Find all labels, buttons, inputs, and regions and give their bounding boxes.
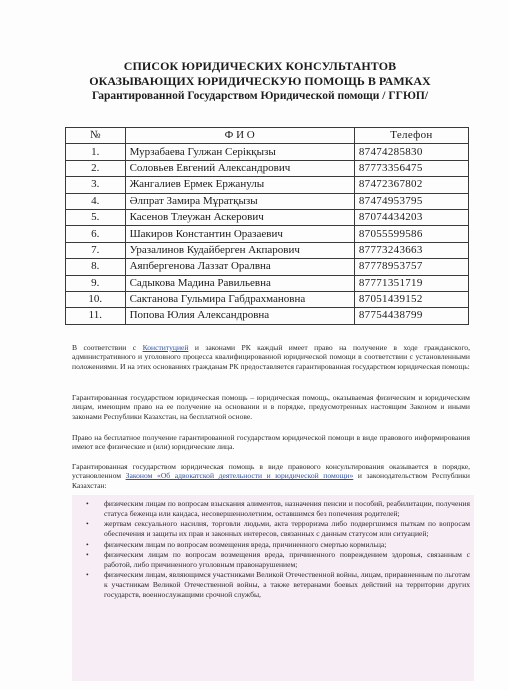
bullet-icon: •: [86, 570, 89, 580]
list-item: [82, 499, 470, 519]
row-number: 11.: [66, 308, 126, 324]
row-name: Уразалинов Кудайберген Акпарович: [125, 242, 354, 258]
list-item: [82, 519, 470, 539]
row-name: Аяпбергенова Лаззат Оралвна: [125, 259, 354, 275]
paragraph-consulting: [72, 462, 470, 490]
row-name: Касенов Тлеужан Аскерович: [125, 209, 354, 225]
row-phone: 87778953757: [354, 259, 468, 275]
table-row: [66, 308, 469, 324]
column-header-phone: Телефон: [354, 128, 468, 144]
document-title-line-2: ОКАЗЫВАЮЩИХ ЮРИДИЧЕСКУЮ ПОМОЩЬ В РАМКАХ: [89, 74, 431, 88]
row-name: Әлпрат Замира Мұратқызы: [125, 193, 354, 209]
row-number: 5.: [66, 209, 126, 225]
row-phone: 87754438799: [354, 308, 468, 324]
table-row: [66, 259, 469, 275]
consultants-table: [65, 127, 469, 325]
paragraph-text: и законами РК каждый имеет право на получение в ходе гражданского, административного и уголовного процесса квалифицированной юридической помощи в соответствии с установленными положениями. И на этих основаниях гражданам РК предоставляется гарантированная государством юридическая помощь:: [72, 343, 471, 371]
row-number: 3.: [66, 177, 126, 193]
column-header-name: Ф И О: [125, 128, 354, 144]
table-row: [66, 275, 469, 291]
list-item-text: физическим лицам по вопросам возмещения вреда, причиненного повреждением здоровья, связанным с работой, либо причиненного уголовным правонарушением;: [104, 550, 470, 569]
row-name: Попова Юлия Александровна: [125, 308, 354, 324]
law-link[interactable]: Законом «Об адвокатской деятельности и юридической помощи»: [125, 471, 354, 481]
list-item-text: физическим лицам, являющимся участниками Великой Отечественной войны, лицам, приравненным по льготам к участникам Великой Отечественной войны, а также ветеранами боевых действий на территории других государств, военнослужащими срочной службы,: [104, 570, 470, 600]
row-phone: 87474953795: [354, 193, 468, 209]
paragraph-information-right: Право на бесплатное получение гарантированной государством юридической помощи в виде правового информирования имеют все физические и (или) юридические лица.: [72, 433, 470, 452]
table-row: [66, 209, 469, 225]
row-number: 4.: [66, 193, 126, 209]
eligible-persons-list: [82, 499, 470, 601]
table-row: [66, 144, 469, 160]
table-row: [66, 177, 469, 193]
row-phone: 87074434203: [354, 209, 468, 225]
document-title-line-1: СПИСОК ЮРИДИЧЕСКИХ КОНСУЛЬТАНТОВ: [123, 59, 397, 73]
row-phone: 87474285830: [354, 144, 468, 160]
table-row: [66, 242, 469, 258]
row-number: 2.: [66, 160, 126, 176]
paragraph-definition: Гарантированная государством юридическая помощь – юридическая помощь, оказываемая физическим и юридическим лицам, имеющим право на ее получение на основании и в порядке, предусмотренных настоящим Законом и иными законами Республики Казахстан, на бесплатной основе.: [72, 393, 470, 421]
bullet-icon: •: [86, 519, 89, 529]
table-row: [66, 193, 469, 209]
paragraph-text: В соответствии с: [72, 343, 143, 352]
constitution-link[interactable]: Конституцией: [142, 343, 189, 352]
row-number: 10.: [66, 291, 126, 307]
paragraph-constitution: [72, 343, 470, 371]
row-phone: 87771351719: [354, 275, 468, 291]
table-row: [66, 160, 469, 176]
list-item-text: физическим лицам по вопросам взыскания алиментов, назначения пенсии и пособий, реабилитации, получения статуса беженца или кандаса, несовершеннолетним, оставшимся без попечения родителей;: [104, 499, 470, 518]
row-name: Шакиров Константин Оразаевич: [125, 226, 354, 242]
table-header-row: [66, 128, 469, 144]
table-body: [66, 144, 469, 324]
list-item: [82, 550, 470, 570]
list-item: [82, 540, 470, 550]
row-phone: 87051439152: [354, 291, 468, 307]
table-row: [66, 226, 469, 242]
document-subtitle: Гарантированной Государством Юридической помощи / ГГЮП/: [91, 90, 429, 102]
column-header-number: №: [66, 128, 126, 144]
row-name: Жангалиев Ермек Ержанулы: [125, 177, 354, 193]
bullet-icon: •: [86, 499, 89, 508]
paragraph-text: Гарантированная государством юридическая помощь в виде правового консультирования оказывается в порядке, установленном: [72, 462, 470, 481]
row-number: 9.: [66, 275, 126, 291]
table-row: [66, 291, 469, 307]
row-phone: 87472367802: [354, 177, 468, 193]
bullet-icon: •: [86, 539, 89, 549]
row-number: 1.: [66, 144, 126, 160]
row-number: 6.: [66, 226, 126, 242]
bullet-icon: •: [86, 550, 89, 560]
row-number: 7.: [66, 242, 126, 258]
row-name: Соловьев Евгений Александрович: [125, 160, 354, 176]
row-phone: 87055599586: [354, 226, 468, 242]
row-name: Садыкова Мадина Равильевна: [125, 275, 354, 291]
row-phone: 87773243663: [354, 242, 468, 258]
list-item-text: физическим лицам по вопросам возмещения вреда, причиненного смертью кормильца;: [104, 539, 387, 549]
list-item-text: жертвам сексуального насилия, торговли людьми, акта терроризма либо подвергшимся пыткам по вопросам обеспечения и защиты их прав и законных интересов, связанных с данным статусом или ситуацией;: [104, 519, 470, 539]
row-name: Мурзабаева Гулжан Серікқызы: [125, 144, 354, 160]
list-item: [82, 570, 470, 600]
paragraph-text: и законодательством Республики Казахстан:: [72, 471, 470, 490]
row-name: Сактанова Гульмира Габдрахмановна: [125, 291, 354, 307]
row-number: 8.: [66, 259, 126, 275]
row-phone: 87773356475: [354, 160, 468, 176]
